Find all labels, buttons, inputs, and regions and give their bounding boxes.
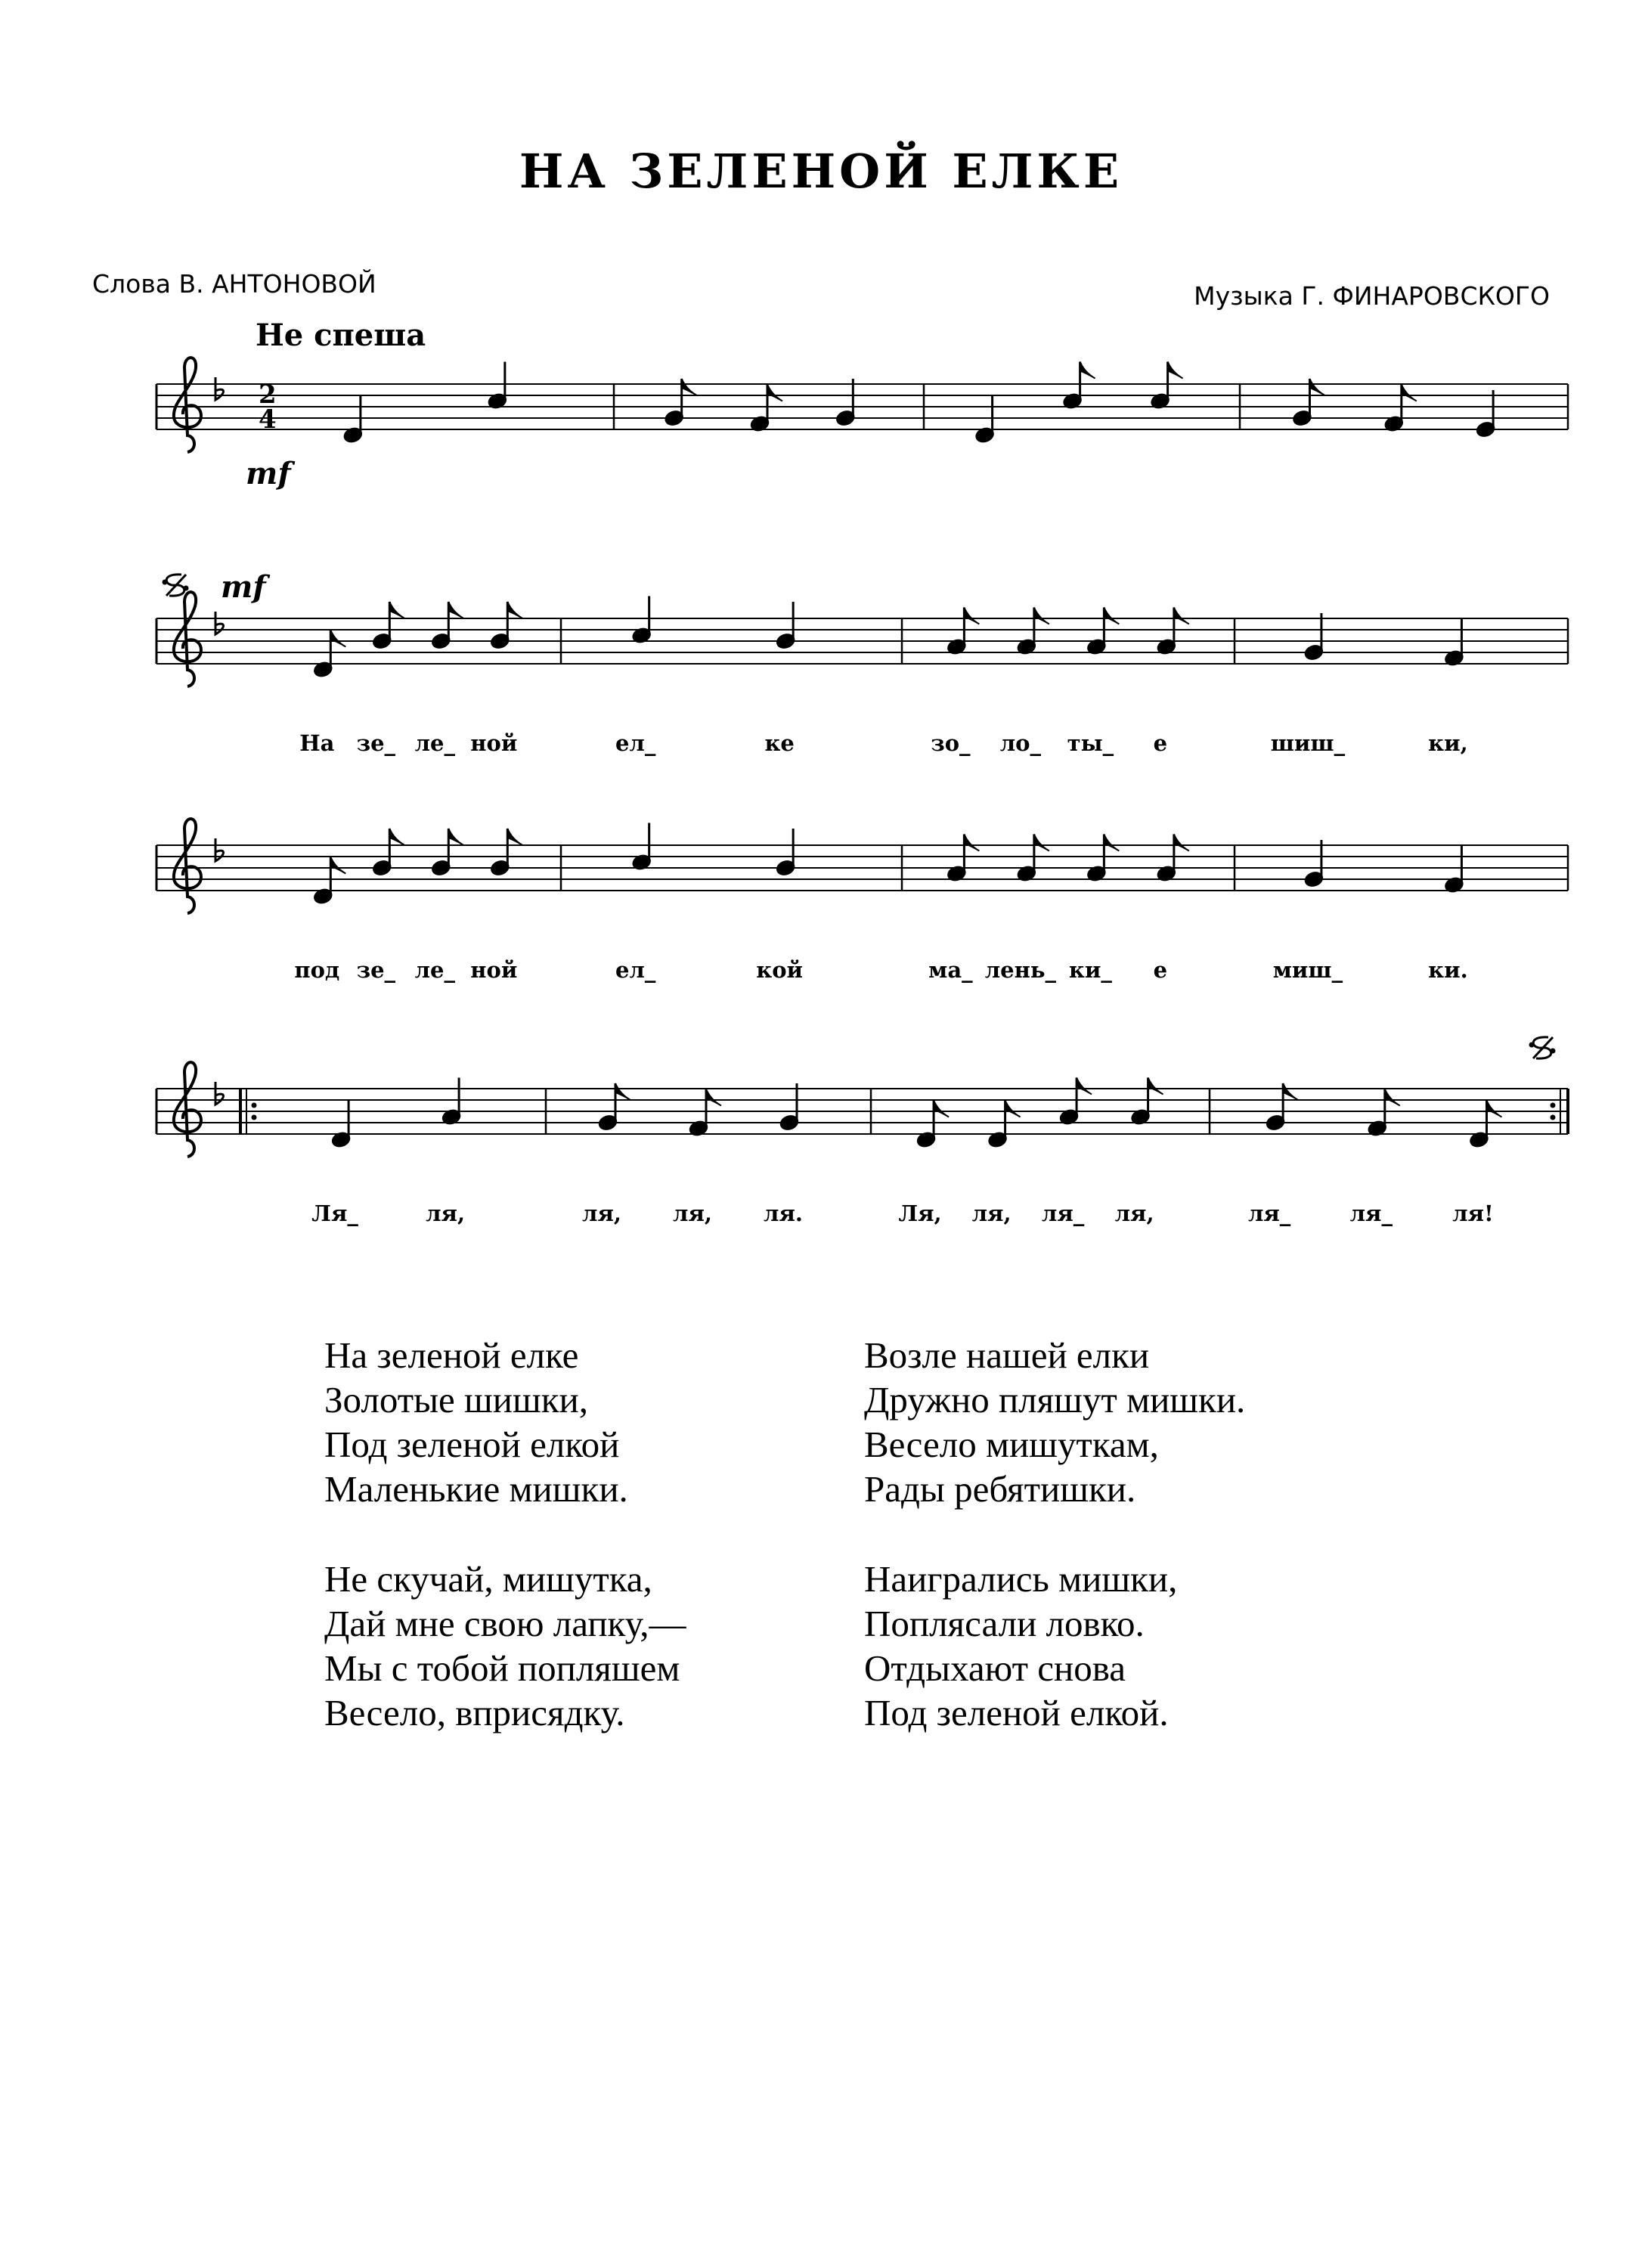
note-flag — [507, 829, 522, 845]
note-flag — [1309, 379, 1324, 395]
lyric-syllable: ки, — [1428, 730, 1468, 756]
lyric-syllable: ты_ — [1067, 730, 1114, 756]
verse-line: Возле нашей елки — [864, 1334, 1150, 1376]
verse-line: Под зеленой елкой — [324, 1424, 620, 1465]
note-flag — [1104, 608, 1119, 624]
lyric-syllable: шиш_ — [1270, 730, 1346, 756]
note-flag — [934, 1101, 949, 1117]
verse-line: Наигрались мишки, — [864, 1558, 1178, 1600]
lyric-syllable: ел_ — [615, 730, 656, 756]
dynamic-mark: mf — [221, 569, 266, 605]
treble-clef — [174, 1062, 201, 1157]
verse-line: Поплясали ловко. — [864, 1603, 1145, 1644]
flat-sign — [215, 612, 224, 634]
verse-1 — [324, 1333, 686, 1511]
lyric-syllable: ке — [764, 730, 795, 756]
flat-sign — [215, 377, 224, 400]
note-flag — [1034, 608, 1049, 624]
lyric-syllable: ле_ — [414, 730, 456, 756]
repeat-dot — [252, 1115, 256, 1120]
lyric-syllable: ля, — [971, 1201, 1012, 1226]
lyric-syllable: ки_ — [1068, 957, 1112, 983]
note-flag — [1034, 835, 1049, 851]
lyric-syllable: зе_ — [356, 730, 396, 756]
note-flag — [507, 602, 522, 618]
repeat-dot — [1551, 1115, 1555, 1120]
flat-sign — [215, 1082, 224, 1105]
lyric-syllable: ной — [470, 957, 518, 983]
treble-clef — [174, 819, 201, 913]
composer-credit: Музыка Г. ФИНАРОВСКОГО — [1194, 281, 1550, 311]
flat-sign — [215, 838, 224, 861]
verse-line: Мы с тобой попляшем — [324, 1647, 680, 1689]
verse-line: Дай мне свою лапку,— — [324, 1603, 686, 1644]
lyric-syllable: На — [299, 730, 335, 756]
note-flag — [1385, 1089, 1400, 1106]
lyric-syllable: ля_ — [1247, 1201, 1291, 1226]
note-flag — [1005, 1101, 1021, 1117]
note-flag — [389, 602, 404, 618]
lyric-syllable: зо_ — [931, 730, 971, 756]
verse-2 — [324, 1557, 686, 1735]
time-signature-bottom: 4 — [259, 404, 277, 435]
verse-3 — [864, 1333, 1245, 1511]
lyric-syllable: е — [1153, 957, 1168, 983]
repeat-dot — [1551, 1103, 1555, 1108]
verse-line: Маленькие мишки. — [324, 1468, 628, 1510]
note-flag — [1080, 362, 1095, 379]
treble-clef — [174, 358, 201, 452]
lyric-syllable: ля, — [426, 1201, 466, 1226]
note-flag — [1283, 1083, 1298, 1100]
note-flag — [1148, 1078, 1163, 1095]
note-flag — [330, 857, 345, 874]
lyric-syllable: ля, — [582, 1201, 621, 1226]
lyric-syllable: ля. — [764, 1201, 803, 1226]
lyric-syllable: кой — [756, 957, 804, 983]
note-flag — [1168, 362, 1183, 379]
note-flag — [1174, 835, 1189, 851]
lyricist-credit: Слова В. АНТОНОВОЙ — [92, 269, 376, 299]
lyric-syllable: под — [294, 957, 340, 983]
verse-line: На зеленой елке — [324, 1334, 579, 1376]
note-flag — [1174, 608, 1189, 624]
lyric-syllable: зе_ — [356, 957, 396, 983]
lyric-syllable: ле_ — [414, 957, 456, 983]
lyric-syllable: ля_ — [1349, 1201, 1393, 1226]
note-flag — [1104, 835, 1119, 851]
verse-4 — [864, 1557, 1245, 1735]
note-flag — [682, 379, 697, 395]
treble-clef — [174, 592, 201, 686]
note-flag — [706, 1089, 721, 1106]
lyric-syllable: ло_ — [999, 730, 1042, 756]
lyric-syllable: ля_ — [1041, 1201, 1085, 1226]
note-flag — [1077, 1078, 1092, 1095]
lyric-syllable: Ля, — [898, 1201, 942, 1226]
lyric-syllable: ки. — [1428, 957, 1468, 983]
note-flag — [389, 829, 404, 845]
dynamic-mark: mf — [246, 456, 291, 491]
segno-dot — [1529, 1043, 1534, 1047]
note-flag — [767, 385, 782, 401]
lyric-syllable: ма_ — [928, 957, 973, 983]
time-signature-top: 2 — [259, 380, 277, 410]
note-flag — [1402, 385, 1417, 401]
lyric-syllable: е — [1153, 730, 1168, 756]
verse-line: Под зеленой елкой. — [864, 1692, 1169, 1734]
lyric-syllable: ля! — [1452, 1201, 1494, 1226]
note-flag — [615, 1083, 630, 1100]
lyric-syllable: Ля_ — [311, 1201, 358, 1226]
lyric-syllable: ля, — [1114, 1201, 1154, 1226]
note-flag — [964, 608, 979, 624]
verse-line: Рады ребятишки. — [864, 1468, 1136, 1510]
lyric-syllable: ля, — [673, 1201, 712, 1226]
verse-line: Золотые шишки, — [324, 1379, 589, 1421]
lyric-syllable: ной — [470, 730, 518, 756]
repeat-dot — [252, 1103, 256, 1108]
note-flag — [1486, 1101, 1501, 1117]
verse-column-left — [324, 1333, 686, 1780]
note-flag — [330, 631, 345, 647]
verse-line: Весело мишуткам, — [864, 1424, 1159, 1465]
verse-line: Дружно пляшут мишки. — [864, 1379, 1246, 1421]
tempo-marking: Не спеша — [256, 318, 426, 353]
segno-dot — [1551, 1049, 1555, 1053]
verse-line: Не скучай, мишутка, — [324, 1558, 652, 1600]
lyric-syllable: лень_ — [984, 957, 1057, 983]
lyric-syllable: миш_ — [1272, 957, 1343, 983]
note-flag — [448, 829, 463, 845]
segno-dot — [163, 580, 167, 584]
verse-column-right — [864, 1333, 1245, 1780]
verse-line: Отдыхают снова — [864, 1647, 1126, 1689]
verse-line: Весело, вприсядку. — [324, 1692, 625, 1734]
song-title: НА ЗЕЛЕНОЙ ЕЛКЕ — [519, 144, 1123, 199]
note-flag — [964, 835, 979, 851]
note-flag — [448, 602, 463, 618]
lyric-syllable: ел_ — [615, 957, 656, 983]
segno-dot — [184, 586, 188, 590]
